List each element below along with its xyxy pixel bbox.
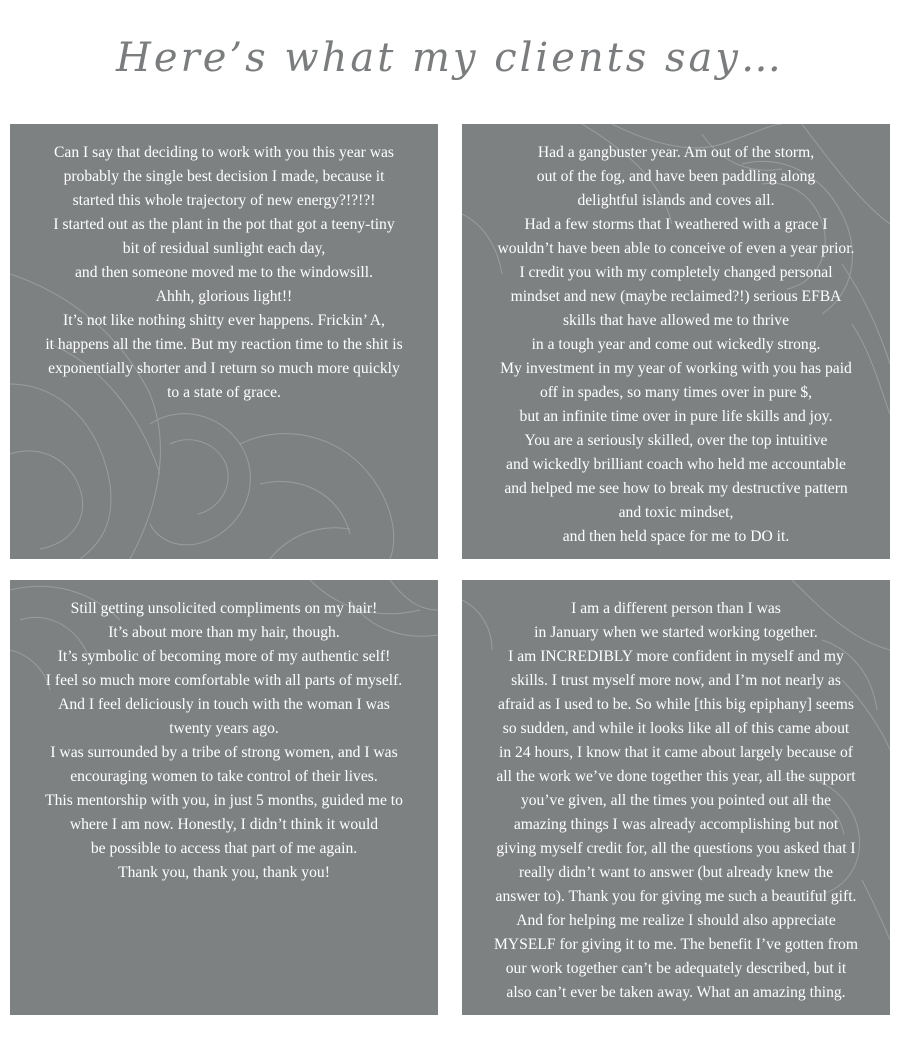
testimonial-line: delightful islands and coves all. bbox=[577, 192, 775, 209]
testimonial-line: I am a different person than I was bbox=[571, 600, 781, 617]
testimonial-line: You are a seriously skilled, over the top intuitive bbox=[524, 432, 828, 449]
testimonial-line: and helped me see how to break my destructive pattern bbox=[504, 480, 848, 497]
testimonial-line: in January when we started working together. bbox=[534, 624, 818, 641]
testimonial-line: I was surrounded by a tribe of strong women, and I was bbox=[50, 744, 398, 761]
testimonial-line: It’s not like nothing shitty ever happens. Frickin’ A, bbox=[63, 312, 385, 329]
testimonial-line: also can’t ever be taken away. What an amazing thing. bbox=[506, 984, 846, 1001]
testimonial-line: and toxic mindset, bbox=[618, 504, 734, 521]
testimonial-line: in 24 hours, I know that it came about largely because of bbox=[499, 744, 853, 761]
testimonial-card-3 bbox=[10, 580, 438, 1015]
testimonial-line: MYSELF for giving it to me. The benefit I’ve gotten from bbox=[494, 936, 858, 953]
testimonial-line: My investment in my year of working with you has paid bbox=[500, 360, 852, 377]
testimonial-line: bit of residual sunlight each day, bbox=[122, 240, 326, 257]
testimonial-line: And I feel deliciously in touch with the woman I was bbox=[58, 696, 390, 713]
testimonial-line: but an infinite time over in pure life skills and joy. bbox=[519, 408, 833, 425]
testimonial-line: It’s about more than my hair, though. bbox=[108, 624, 340, 641]
testimonial-line: started this whole trajectory of new energy?!?!?! bbox=[72, 192, 376, 209]
testimonial-line: wouldn’t have been able to conceive of even a year prior. bbox=[497, 240, 855, 257]
testimonial-line: Thank you, thank you, thank you! bbox=[118, 864, 330, 881]
testimonial-line: so sudden, and while it looks like all of this came about bbox=[502, 720, 850, 737]
testimonial-line: you’ve given, all the times you pointed out all the bbox=[520, 792, 832, 809]
testimonial-line: exponentially shorter and I return so much more quickly bbox=[48, 360, 400, 377]
testimonial-text-3 bbox=[10, 580, 438, 885]
testimonial-line: and then someone moved me to the windowsill. bbox=[75, 264, 373, 281]
testimonial-line: Still getting unsolicited compliments on my hair! bbox=[70, 600, 378, 617]
testimonial-line: it happens all the time. But my reaction time to the shit is bbox=[45, 336, 403, 353]
testimonial-line: our work together can’t be adequately described, but it bbox=[505, 960, 847, 977]
testimonial-line: off in spades, so many times over in pure $, bbox=[539, 384, 813, 401]
testimonial-line: and then held space for me to DO it. bbox=[562, 528, 790, 545]
testimonial-line: Had a few storms that I weathered with a grace I bbox=[524, 216, 828, 233]
testimonial-line: to a state of grace. bbox=[167, 384, 281, 401]
testimonial-line: And for helping me realize I should also appreciate bbox=[516, 912, 836, 929]
testimonial-line: out of the fog, and have been paddling along bbox=[536, 168, 816, 185]
testimonial-card-1 bbox=[10, 124, 438, 559]
testimonial-line: It’s symbolic of becoming more of my authentic self! bbox=[57, 648, 391, 665]
testimonial-line: really didn’t want to answer (but already knew the bbox=[518, 864, 834, 881]
testimonial-line: in a tough year and come out wickedly strong. bbox=[531, 336, 821, 353]
testimonial-line: probably the single best decision I made, because it bbox=[63, 168, 385, 185]
testimonial-card-4 bbox=[462, 580, 890, 1015]
testimonial-line: and wickedly brilliant coach who held me accountable bbox=[506, 456, 846, 473]
testimonial-line: I started out as the plant in the pot that got a teeny-tiny bbox=[53, 216, 395, 233]
page-heading: Here’s what my clients say… bbox=[116, 35, 784, 81]
testimonial-line: twenty years ago. bbox=[169, 720, 279, 737]
testimonial-line: I credit you with my completely changed personal bbox=[519, 264, 833, 281]
testimonial-line: Ahhh, glorious light!! bbox=[155, 288, 293, 305]
testimonial-line: giving myself credit for, all the questions you asked that I bbox=[496, 840, 856, 857]
testimonial-line: all the work we’ve done together this year, all the support bbox=[496, 768, 856, 785]
testimonial-line: where I am now. Honestly, I didn’t think it would bbox=[69, 816, 379, 833]
testimonial-line: answer to). Thank you for giving me such a beautiful gift. bbox=[495, 888, 857, 905]
testimonial-line: mindset and new (maybe reclaimed?!) serious EFBA bbox=[510, 288, 842, 305]
testimonial-line: Can I say that deciding to work with you this year was bbox=[54, 144, 394, 161]
testimonial-text-2 bbox=[462, 124, 890, 549]
testimonial-line: This mentorship with you, in just 5 months, guided me to bbox=[45, 792, 403, 809]
testimonial-text-1 bbox=[10, 124, 438, 405]
testimonial-line: I am INCREDIBLY more confident in myself and my bbox=[508, 648, 844, 665]
testimonial-line: afraid as I used to be. So while [this big epiphany] seems bbox=[498, 696, 854, 713]
testimonial-line: be possible to access that part of me again. bbox=[90, 840, 358, 857]
testimonial-card-2 bbox=[462, 124, 890, 559]
testimonial-line: Had a gangbuster year. Am out of the storm, bbox=[537, 144, 815, 161]
testimonial-line: encouraging women to take control of their lives. bbox=[70, 768, 378, 785]
testimonial-line: I feel so much more comfortable with all parts of myself. bbox=[45, 672, 403, 689]
testimonial-line: amazing things I was already accomplishing but not bbox=[513, 816, 839, 833]
testimonial-text-4 bbox=[462, 580, 890, 1005]
testimonial-line: skills. I trust myself more now, and I’m not nearly as bbox=[511, 672, 841, 689]
testimonial-line: skills that have allowed me to thrive bbox=[562, 312, 790, 329]
